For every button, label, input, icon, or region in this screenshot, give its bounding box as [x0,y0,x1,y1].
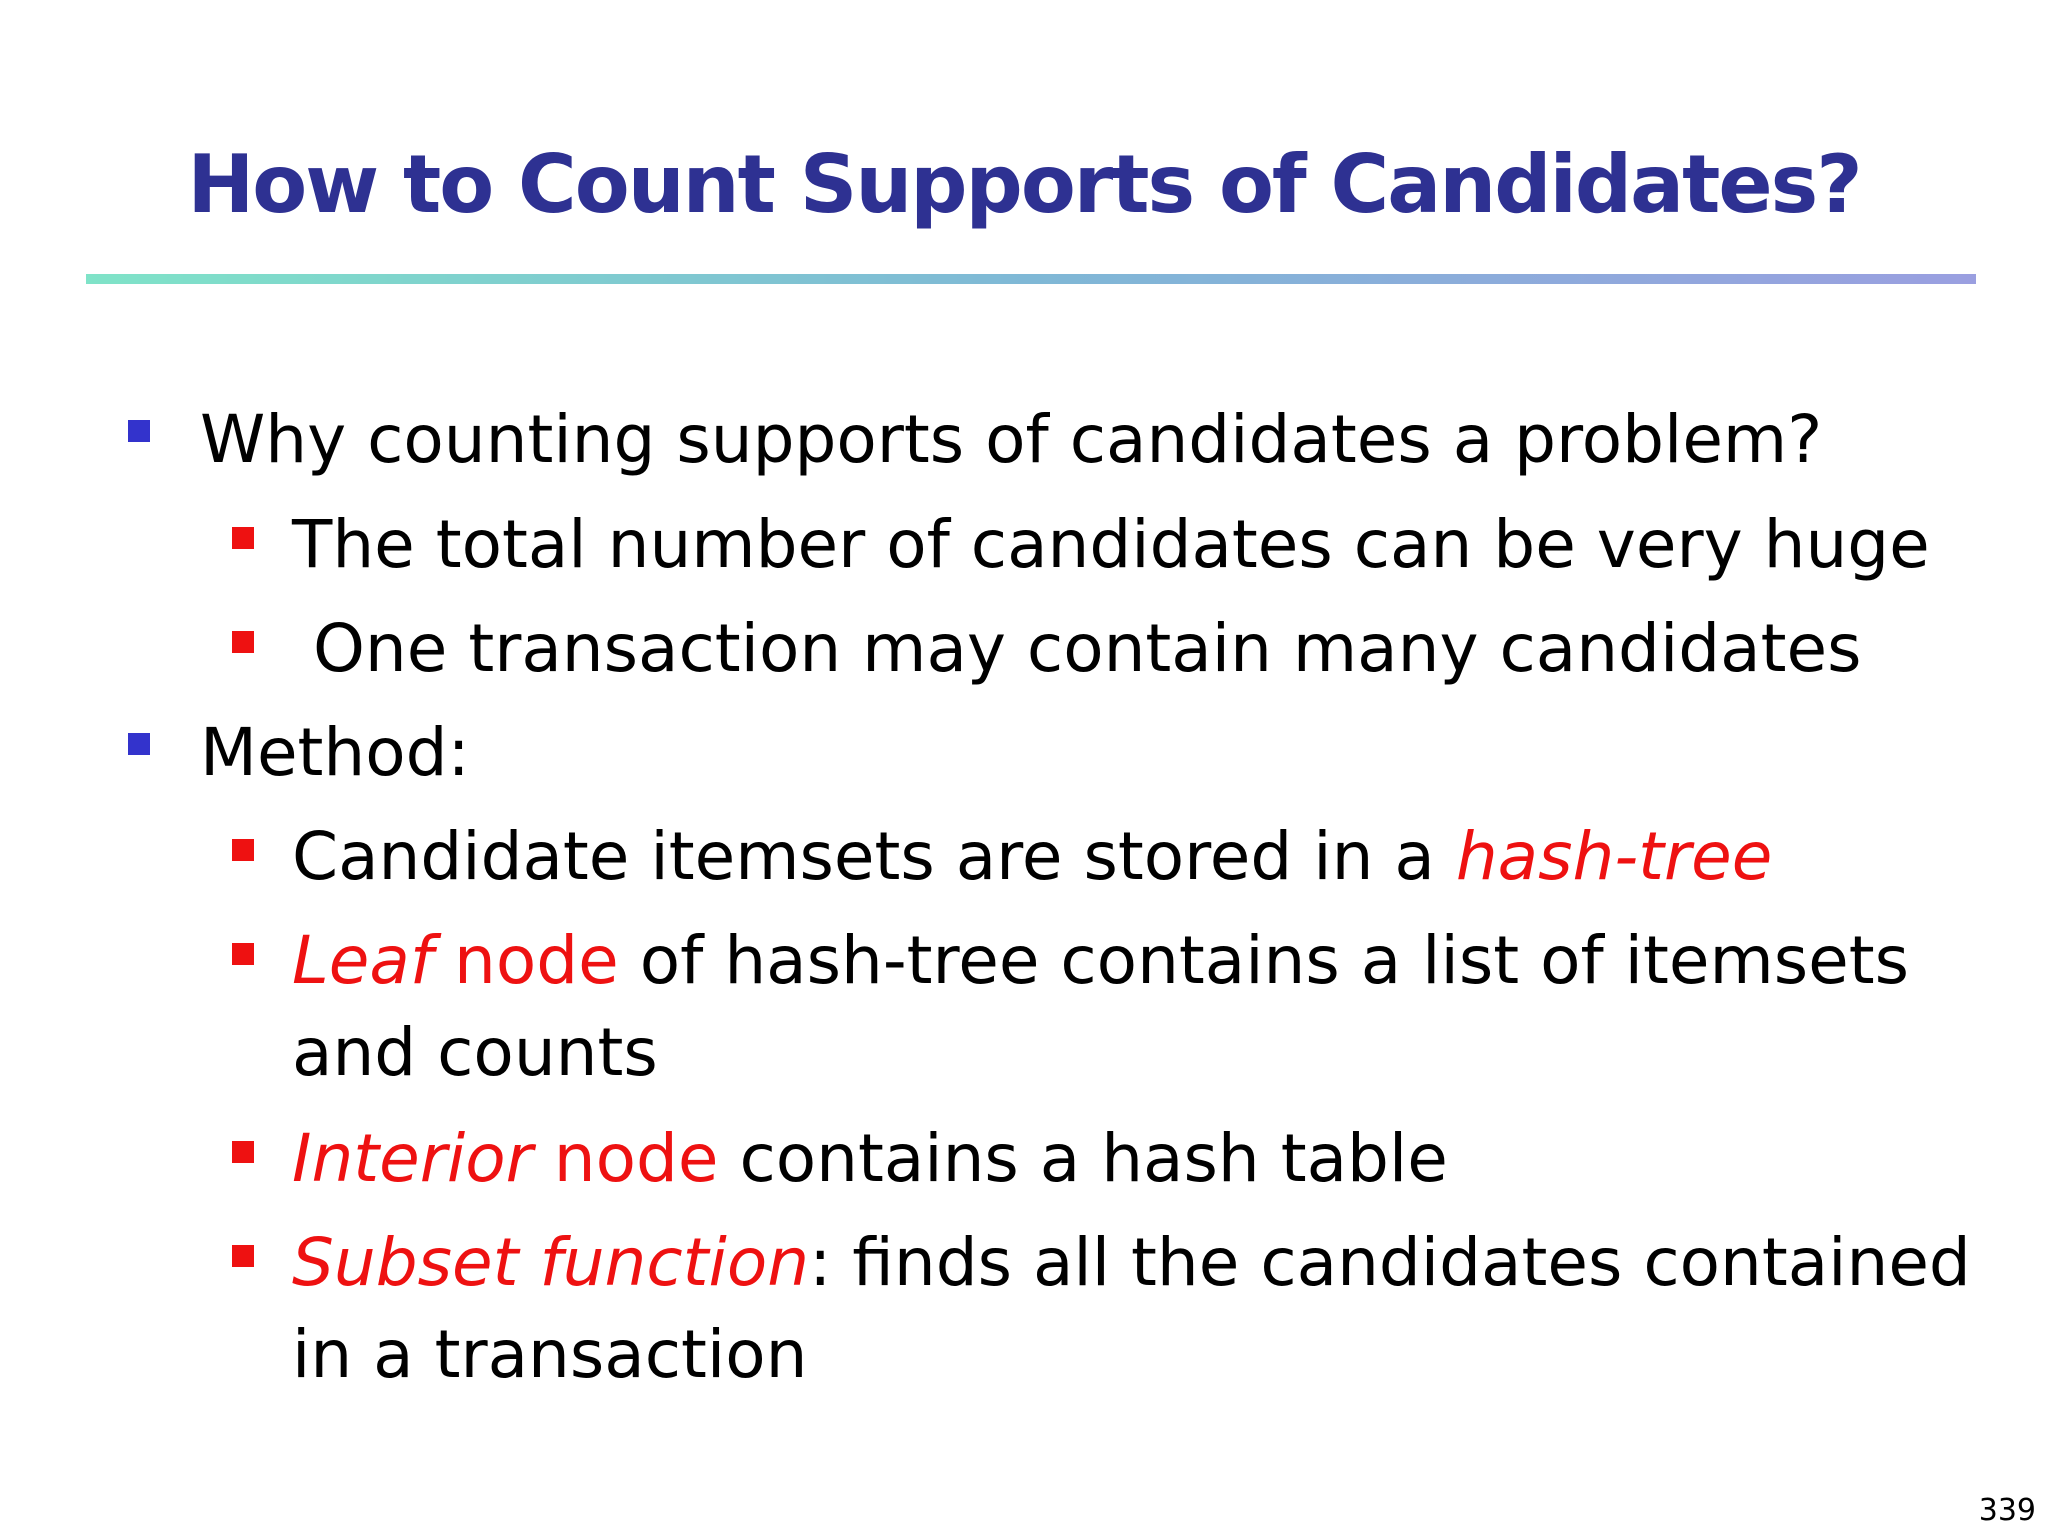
emphasis-term: Leaf [292,922,434,999]
bullet-label: Why counting supports of candidates a problem? [200,401,1823,478]
emphasis-term: Subset function [292,1224,810,1301]
bullet-text [292,499,1930,591]
bullet-text-continuation [292,1007,658,1099]
slide-title: How to Count Supports of Candidates? [187,138,1861,231]
bullet-text [292,1217,1971,1309]
bullet-label: of hash-tree contains a list of itemsets [618,922,1910,999]
bullet-label: and counts [292,1014,658,1091]
bullet-text [292,811,1772,903]
bullet-text [292,915,1909,1007]
bullet-square-icon [232,1141,254,1163]
bullet-text [200,707,470,799]
bullet-label: in a transaction [292,1316,808,1393]
bullet-square-icon [232,1245,254,1267]
bullet-square-icon [128,420,150,442]
page-number: 339 [1978,1493,2036,1528]
emphasis-word: node [532,1120,719,1197]
bullet-square-icon [232,527,254,549]
bullet-label: Candidate itemsets are stored in a [292,818,1456,895]
bullet-square-icon [128,733,150,755]
bullet-label: One transaction may contain many candidates [292,610,1862,687]
bullet-text-continuation [292,1309,807,1401]
bullet-label: contains a hash table [718,1120,1448,1197]
bullet-text [200,394,1822,486]
bullet-square-icon [232,631,254,653]
bullet-text [292,1113,1448,1205]
bullet-label: The total number of candidates can be very huge [292,506,1930,583]
bullet-square-icon [232,839,254,861]
emphasis-term: Interior [292,1120,533,1197]
bullet-square-icon [232,943,254,965]
bullet-text [292,603,1862,695]
emphasis-term: hash-tree [1455,818,1773,895]
bullet-label: : finds all the candidates contained [809,1224,1971,1301]
bullet-label: Method: [200,714,470,791]
emphasis-word: node [433,922,619,999]
